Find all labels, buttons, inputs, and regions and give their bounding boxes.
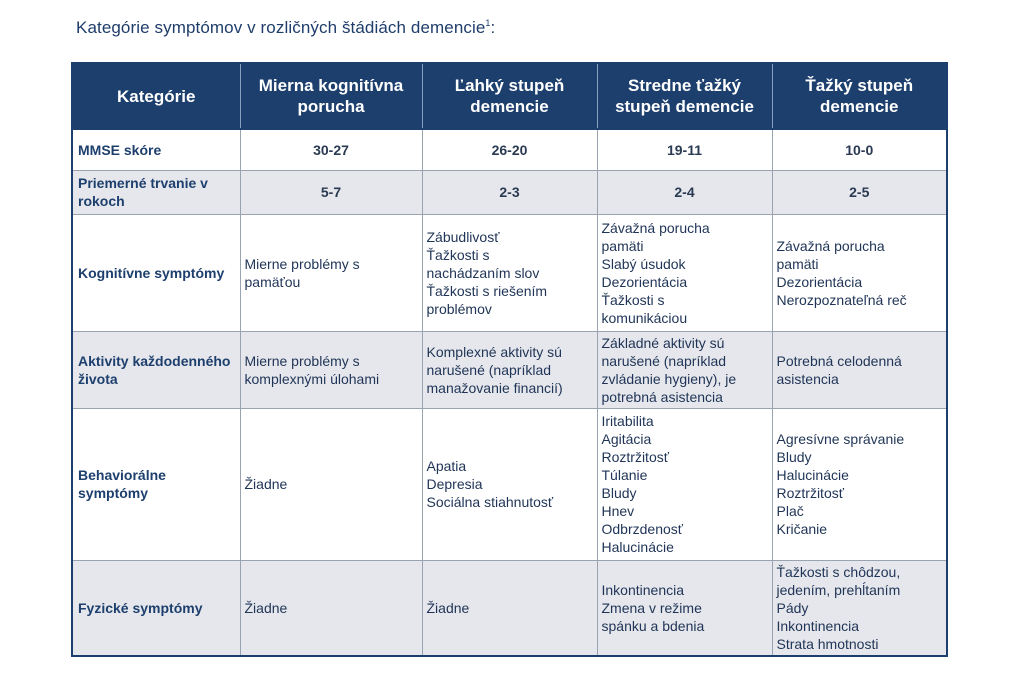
cell-line: Strata hmotnosti (776, 635, 879, 652)
cell-line: Ťažkosti s (426, 246, 490, 263)
header-severe-dementia: Ťažký stupeň demencie (772, 63, 947, 129)
title-suffix: : (490, 18, 496, 37)
cell-line: nachádzaním slov (426, 264, 540, 281)
row-behavioral (72, 408, 947, 560)
cell-line: Bludy (601, 485, 637, 501)
table-cell: 2-5 (772, 170, 947, 214)
cell-line: Túlanie (601, 467, 648, 483)
cell-line: Agitácia (601, 431, 652, 447)
cell-line: Hnev (601, 503, 635, 519)
cell-line: Ťažkosti s chôdzou, (776, 563, 901, 580)
cell-line: potrebná asistencia (601, 388, 723, 405)
row-duration (72, 170, 947, 214)
cell-line: Zmena v režime (601, 599, 702, 616)
cell-line: Dezorientácia (776, 273, 863, 290)
title-footnote: 1 (485, 18, 491, 28)
table-cell (597, 560, 772, 656)
table-cell (772, 214, 947, 331)
table-cell (422, 408, 597, 560)
cell-line: zvládanie hygieny), je (601, 370, 737, 387)
table-cell: 30-27 (240, 129, 422, 170)
cell-line: Sociálna stiahnutosť (426, 494, 554, 510)
cell-line: manažovanie financií) (426, 379, 563, 396)
row-label-behavioral: Behaviorálne symptómy (72, 408, 240, 560)
table-cell (597, 331, 772, 408)
cell-line: Iritabilita (601, 413, 654, 429)
header-category: Kategórie (72, 63, 240, 129)
row-label-cognitive: Kognitívne symptómy (72, 214, 240, 331)
cell-line: pamäťou (244, 273, 301, 290)
cell-line: Roztržitosť (776, 485, 844, 501)
cell-line: spánku a bdenia (601, 617, 705, 634)
table-cell (597, 214, 772, 331)
table-cell (597, 408, 772, 560)
cell-line: komunikáciou (601, 309, 688, 326)
header-moderate-dementia: Stredne ťažký stupeň demencie (597, 63, 772, 129)
row-label-duration: Priemerné trvanie v rokoch (72, 170, 240, 214)
table-cell (240, 331, 422, 408)
cell-line: Ťažkosti s riešením (426, 282, 548, 299)
row-daily-activities (72, 331, 947, 408)
cell-line: Roztržitosť (601, 449, 669, 465)
table-cell (240, 408, 422, 560)
page-title (76, 18, 495, 38)
cell-line: Inkontinencia (776, 617, 860, 634)
table-cell (772, 331, 947, 408)
cell-line: Halucinácie (601, 539, 674, 555)
cell-line: Zábudlivosť (426, 228, 500, 245)
header-mild-dementia: Ľahký stupeň demencie (422, 63, 597, 129)
row-physical (72, 560, 947, 656)
cell-line: Halucinácie (776, 467, 849, 483)
cell-line: Slabý úsudok (601, 255, 686, 272)
cell-line: Kričanie (776, 521, 828, 537)
table-cell: 19-11 (597, 129, 772, 170)
row-label-physical: Fyzické symptómy (72, 560, 240, 656)
title-text: Kategórie symptómov v rozličných štádiách demencie (76, 18, 486, 37)
table-cell: 5-7 (240, 170, 422, 214)
dementia-stages-table (71, 62, 948, 657)
cell-line: Odbrzdenosť (601, 521, 684, 537)
cell-line: Žiadne (426, 599, 470, 616)
table-cell (772, 408, 947, 560)
table-cell (240, 214, 422, 331)
cell-line: Depresia (426, 476, 483, 492)
table-cell (240, 560, 422, 656)
cell-line: narušené (napríklad (601, 352, 727, 369)
cell-line: Ťažkosti s (601, 291, 665, 308)
cell-line: Žiadne (244, 476, 288, 492)
cell-line: Komplexné aktivity sú (426, 343, 562, 360)
table-cell (422, 560, 597, 656)
table-cell (422, 331, 597, 408)
table-cell: 2-4 (597, 170, 772, 214)
cell-line: Mierne problémy s (244, 255, 360, 272)
cell-line: Inkontinencia (601, 581, 685, 598)
cell-line: asistencia (776, 370, 839, 387)
cell-line: pamäti (776, 255, 819, 272)
table-cell: 26-20 (422, 129, 597, 170)
cell-line: problémov (426, 300, 492, 317)
cell-line: Žiadne (244, 599, 288, 616)
cell-line: narušené (napríklad (426, 361, 552, 378)
cell-line: Bludy (776, 449, 812, 465)
row-cognitive (72, 214, 947, 331)
cell-line: pamäti (601, 237, 644, 254)
cell-line: Agresívne správanie (776, 431, 905, 447)
cell-line: Pády (776, 599, 809, 616)
cell-line: Apatia (426, 458, 467, 474)
cell-line: Plač (776, 503, 804, 519)
cell-line: jedením, prehĺtaním (776, 581, 901, 598)
row-label-mmse: MMSE skóre (72, 129, 240, 170)
row-mmse (72, 129, 947, 170)
table-cell: 2-3 (422, 170, 597, 214)
header-mild-cognitive-impairment: Mierna kognitívna porucha (240, 63, 422, 129)
table-cell (422, 214, 597, 331)
cell-line: Dezorientácia (601, 273, 688, 290)
cell-line: Potrebná celodenná (776, 352, 902, 369)
row-label-daily-activities: Aktivity každodenného života (72, 331, 240, 408)
cell-line: Závažná porucha (776, 237, 885, 254)
table-cell: 10-0 (772, 129, 947, 170)
header-row (72, 63, 947, 129)
cell-line: Základné aktivity sú (601, 334, 725, 351)
cell-line: komplexnými úlohami (244, 370, 380, 387)
cell-line: Závažná porucha (601, 219, 710, 236)
cell-line: Nerozpoznateľná reč (776, 291, 907, 308)
cell-line: Mierne problémy s (244, 352, 360, 369)
table-cell (772, 560, 947, 656)
